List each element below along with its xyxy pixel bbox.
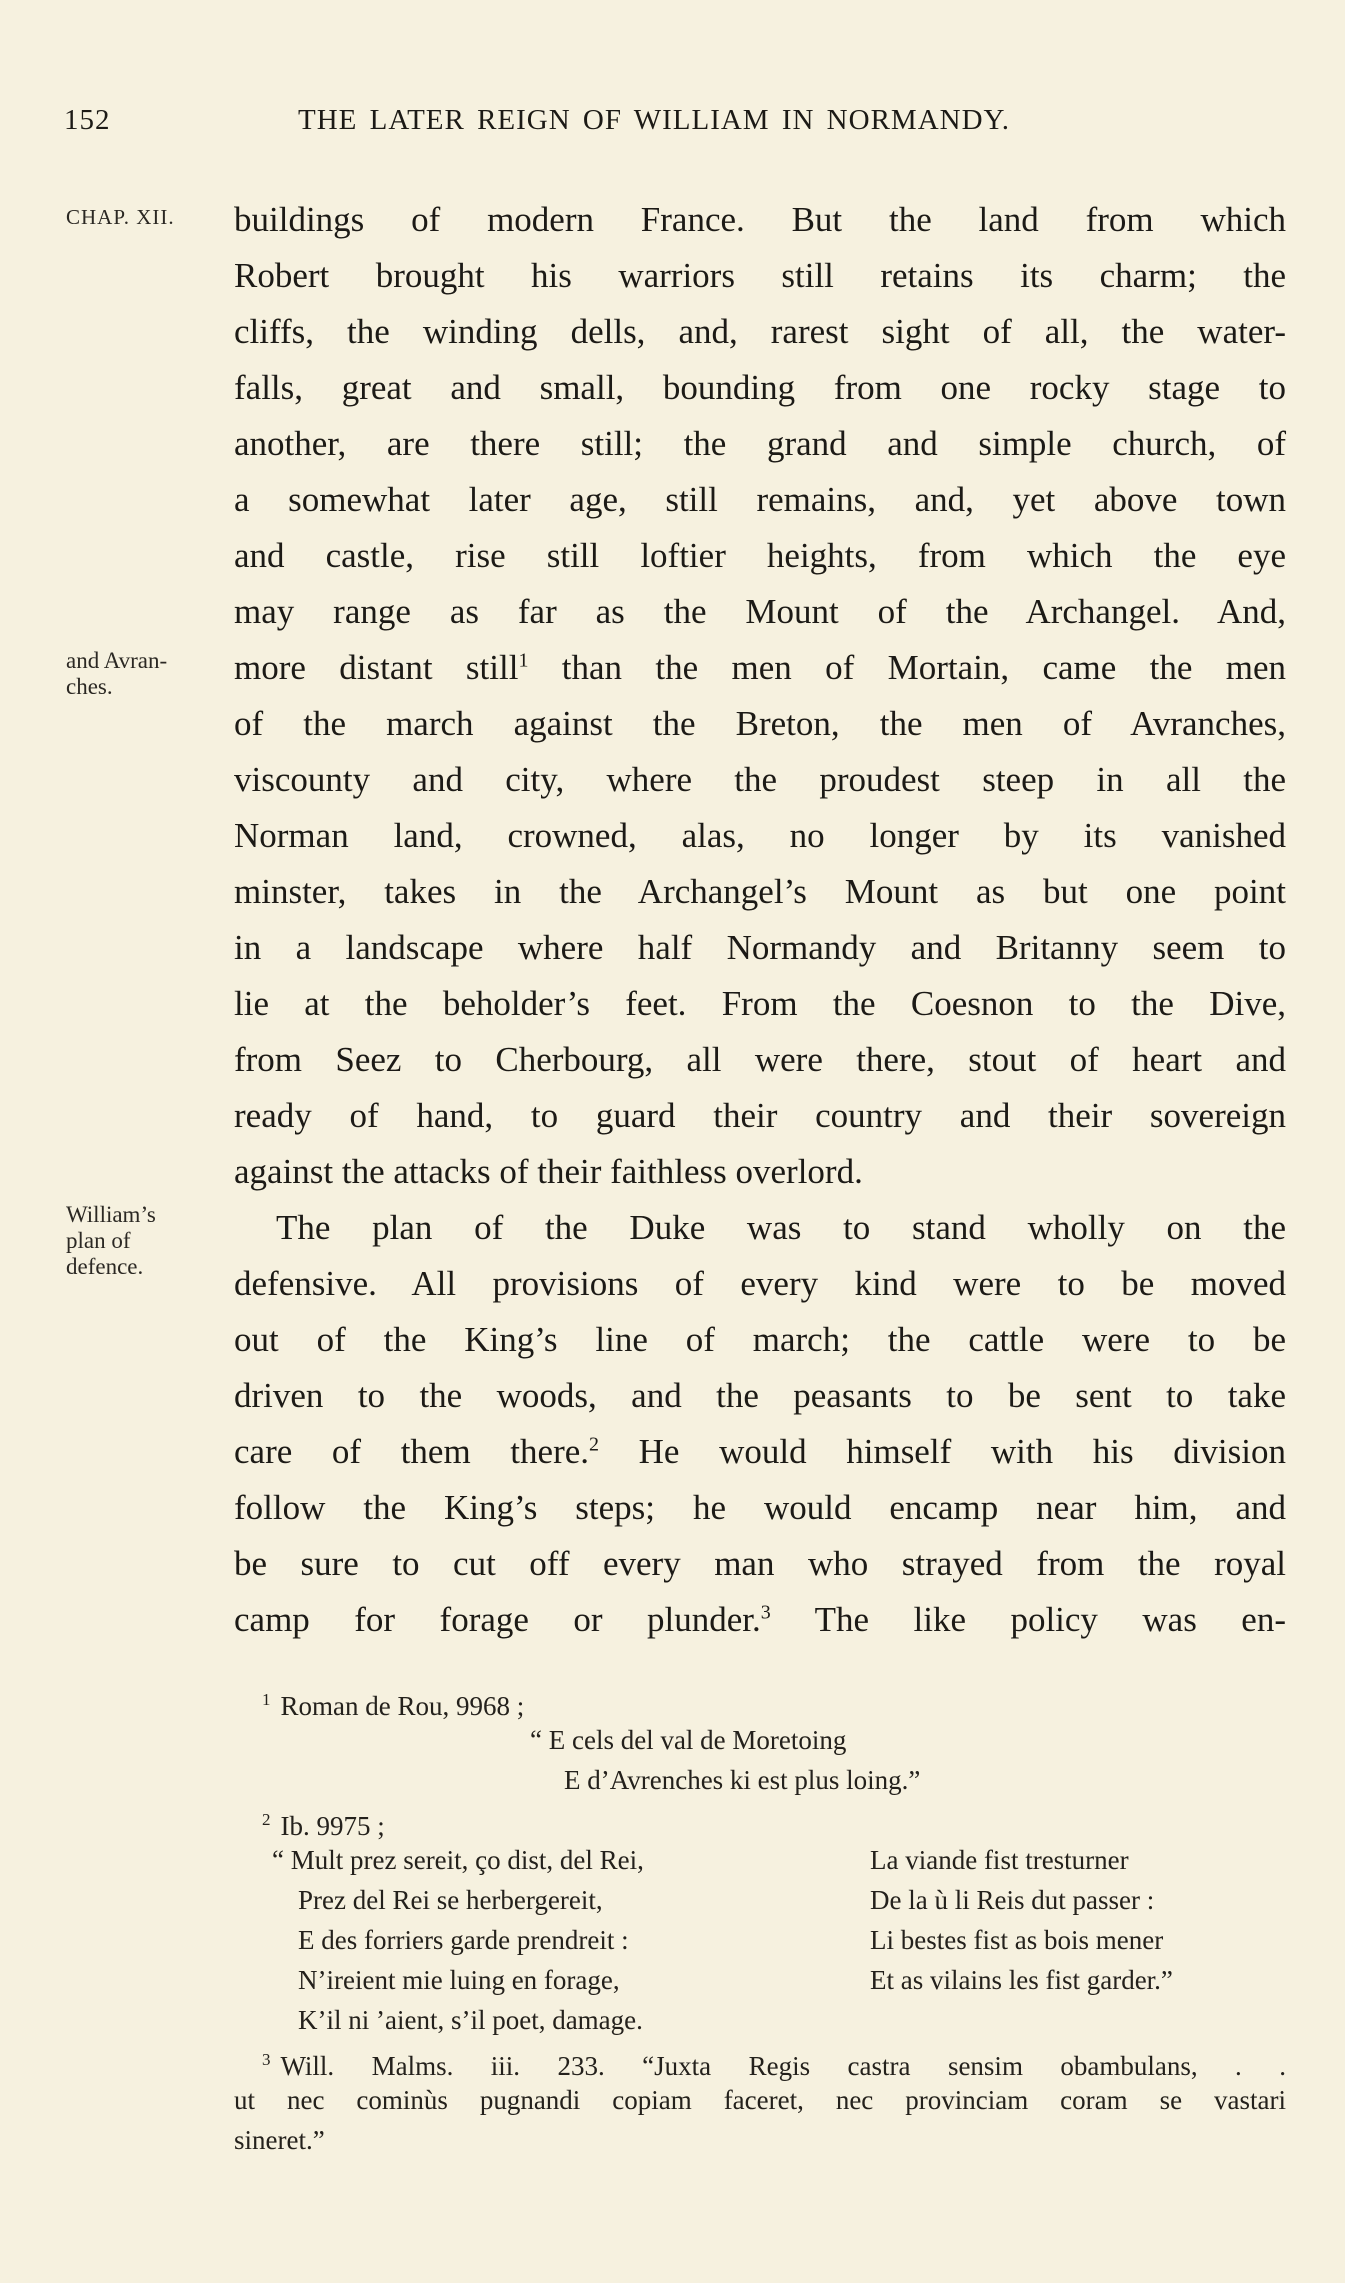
verse-right-line bbox=[870, 2000, 1286, 2040]
margin-note-avranches bbox=[66, 648, 226, 700]
verse-left-line: E des forriers garde prendreit : bbox=[298, 1925, 629, 1955]
body-line: from Seez to Cherbourg, all were there, stout of heart and bbox=[234, 1040, 1286, 1079]
body-line: a somewhat later age, still remains, and, yet above town bbox=[234, 480, 1286, 519]
margin-note-line: William’s bbox=[66, 1202, 156, 1227]
note-reference: 3 bbox=[760, 1601, 771, 1624]
body-line: cliffs, the winding dells, and, rarest sight of all, the water- bbox=[234, 312, 1286, 351]
body-line: The plan of the Duke was to stand wholly on the bbox=[276, 1208, 1286, 1247]
note-reference: 2 bbox=[589, 1433, 600, 1456]
body-line: of the march against the Breton, the men of Avranches, bbox=[234, 704, 1286, 743]
verse-left-line: K’il ni ’aient, s’il poet, damage. bbox=[298, 2005, 643, 2035]
body-line-start: camp for forage or plunder. bbox=[234, 1600, 761, 1639]
margin-note-line: and Avran- bbox=[66, 648, 168, 673]
verse-left-line: N’ireient mie luing en forage, bbox=[298, 1965, 620, 1995]
footnote-1-ref: Roman de Rou, 9968 ; bbox=[280, 1691, 525, 1721]
body-line: be sure to cut off every man who strayed from the royal bbox=[234, 1544, 1286, 1583]
footnote-3-line: Will. Malms. iii. 233. “Juxta Regis castra sensim obambulans, . . bbox=[280, 2051, 1286, 2081]
body-line-end: than the men of Mortain, came the men bbox=[561, 648, 1286, 687]
verse-left-line: Prez del Rei se herbergereit, bbox=[298, 1885, 603, 1915]
footnote-2-ref: Ib. 9975 ; bbox=[280, 1811, 385, 1841]
footnote-mark: 2 bbox=[262, 1810, 271, 1829]
body-text bbox=[234, 192, 1286, 1648]
footnote-1 bbox=[262, 1680, 1286, 1720]
footnote-verse-line: E d’Avrenches ki est plus loing.” bbox=[564, 1765, 921, 1795]
body-line-end: The like policy was en- bbox=[814, 1600, 1286, 1639]
footnote-3 bbox=[234, 2040, 1286, 2080]
body-line: driven to the woods, and the peasants to be sent to take bbox=[234, 1376, 1286, 1415]
verse-left-line: “ Mult prez sereit, ço dist, del Rei, bbox=[272, 1845, 644, 1875]
body-line: ready of hand, to guard their country and their sovereign bbox=[234, 1096, 1286, 1135]
body-line-start: more distant still bbox=[234, 648, 519, 687]
footnote-verse-line: “ E cels del val de Moretoing bbox=[530, 1725, 847, 1755]
running-header bbox=[64, 104, 1226, 150]
margin-note-line: plan of bbox=[66, 1228, 131, 1253]
body-line: another, are there still; the grand and simple church, of bbox=[234, 424, 1286, 463]
body-line-end: He would himself with his division bbox=[638, 1432, 1286, 1471]
margin-note-line: ches. bbox=[66, 674, 113, 699]
footnote-mark: 1 bbox=[262, 1690, 271, 1709]
footnote-2 bbox=[262, 1800, 1286, 1840]
body-line: Robert brought his warriors still retains its charm; the bbox=[234, 256, 1286, 295]
running-title: THE LATER REIGN OF WILLIAM IN NORMANDY. bbox=[298, 104, 1010, 136]
body-line: against the attacks of their faithless overlord. bbox=[234, 1152, 863, 1191]
body-line-start: care of them there. bbox=[234, 1432, 590, 1471]
footnotes bbox=[234, 1680, 1286, 2160]
verse-right-line: De la ù li Reis dut passer : bbox=[870, 1885, 1155, 1915]
note-reference: 1 bbox=[518, 649, 529, 672]
body-line: in a landscape where half Normandy and Britanny seem to bbox=[234, 928, 1286, 967]
verse-right-line: La viande fist tresturner bbox=[870, 1845, 1129, 1875]
footnote-mark: 3 bbox=[262, 2050, 271, 2069]
body-line: viscounty and city, where the proudest steep in all the bbox=[234, 760, 1286, 799]
body-line-with-note bbox=[234, 1592, 1286, 1648]
footnote-3-line: sineret.” bbox=[234, 2125, 325, 2155]
body-line: defensive. All provisions of every kind were to be moved bbox=[234, 1264, 1286, 1303]
verse-right-line: Et as vilains les fist garder.” bbox=[870, 1965, 1173, 1995]
body-line: follow the King’s steps; he would encamp near him, and bbox=[234, 1488, 1286, 1527]
body-line-with-note bbox=[234, 1424, 1286, 1480]
body-line: out of the King’s line of march; the cattle were to be bbox=[234, 1320, 1286, 1359]
body-line: minster, takes in the Archangel’s Mount as but one point bbox=[234, 872, 1286, 911]
body-line: and castle, rise still loftier heights, from which the eye bbox=[234, 536, 1286, 575]
body-line: lie at the beholder’s feet. From the Coesnon to the Dive, bbox=[234, 984, 1286, 1023]
page-number: 152 bbox=[64, 104, 111, 136]
margin-note-line: defence. bbox=[66, 1254, 144, 1279]
body-line: falls, great and small, bounding from one rocky stage to bbox=[234, 368, 1286, 407]
margin-note-plan-of-defence bbox=[66, 1202, 226, 1280]
footnote-2-verse bbox=[234, 1840, 1286, 2040]
body-line: buildings of modern France. But the land from which bbox=[234, 200, 1286, 239]
body-line: Norman land, crowned, alas, no longer by its vanished bbox=[234, 816, 1286, 855]
body-line-with-note bbox=[234, 640, 1286, 696]
body-line: may range as far as the Mount of the Archangel. And, bbox=[234, 592, 1286, 631]
footnote-3-line: ut nec cominùs pugnandi copiam faceret, nec provinciam coram se vastari bbox=[234, 2085, 1286, 2115]
verse-right-line: Li bestes fist as bois mener bbox=[870, 1925, 1164, 1955]
chapter-marker: CHAP. XII. bbox=[66, 205, 175, 229]
